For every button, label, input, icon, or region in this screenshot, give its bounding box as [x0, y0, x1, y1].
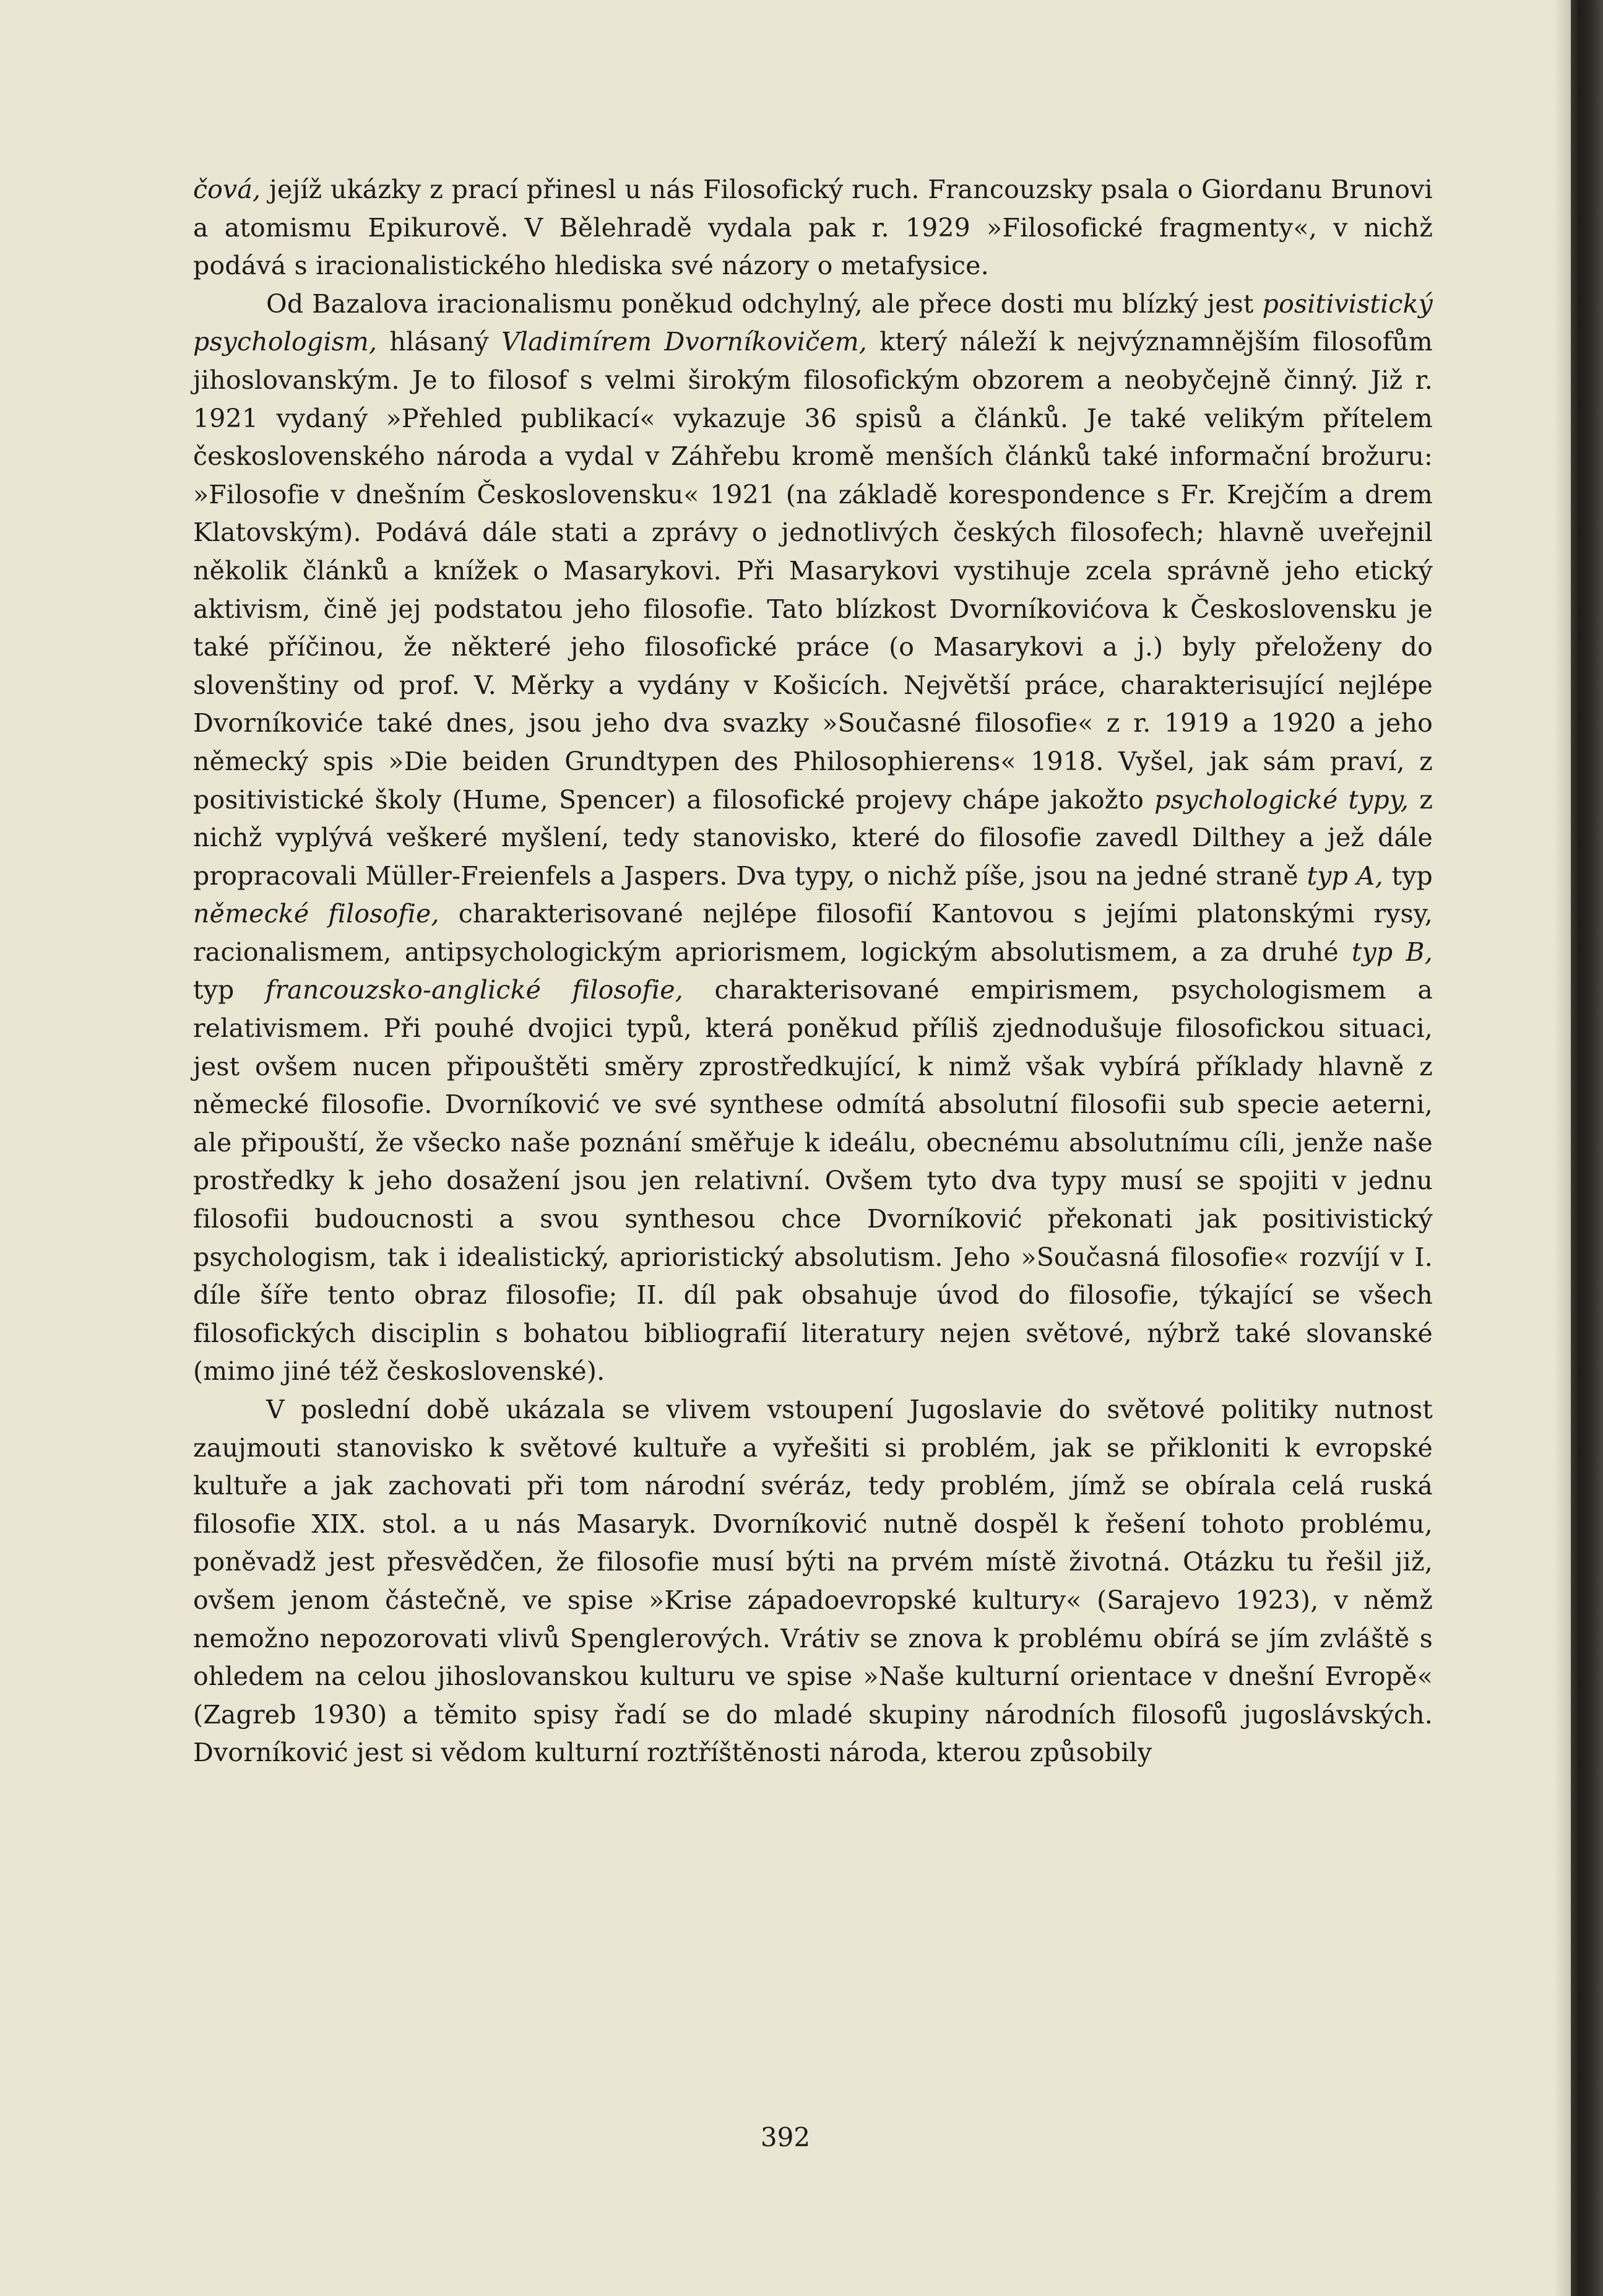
paragraph-2-italic-term: typ B,	[1351, 937, 1433, 967]
book-spine-edge	[1571, 0, 1603, 2296]
paragraph-2-italic-name: Vladimírem Dvorníkovičem,	[501, 327, 868, 357]
paragraph-2-segment: charakterisované nejlépe filosofií Kantovou s jejími platonskými rysy, racionalismem, antipsychologickým apriorismem, logickým absolutismem, a za druhé	[193, 899, 1433, 967]
paragraph-2-italic-term: psychologické typy,	[1154, 784, 1409, 815]
paragraph-1-lead-italic: čová,	[193, 175, 261, 204]
paragraph-2-segment: typ	[1383, 860, 1433, 891]
paragraph-1	[193, 171, 1433, 285]
paragraph-2-segment: typ	[193, 975, 266, 1005]
paragraph-2-segment: který náleží k nejvýznamnějším filosofům jihoslovanským. Je to filosof s velmi širokým filosofickým obzorem a neobyčejně činný. Již r. 1921 vydaný »Přehled publikací« vykazuje 36 spisů a článků. Je také velikým přítelem československého národa a vydal v Záhřebu kromě menších článků také informační brožuru: »Filosofie v dnešním Československu« 1921 (na základě korespondence s Fr. Krejčím a drem Klatovským). Podává dále stati a zprávy o jednotlivých českých filosofech; hlavně uveřejnil několik článků a knížek o Masarykovi. Při Masarykovi vystihuje zcela správně jeho etický aktivism, čině jej podstatou jeho filosofie. Tato blízkost Dvorníkovićova k Československu je také příčinou, že některé jeho filosofické práce (o Masarykovi a j.) byly přeloženy do slovenštiny od prof. V. Měrky a vydány v Košicích. Největší práce, charakterisující nejlépe Dvorníkoviće také dnes, jsou jeho dva svazky »Současné filosofie« z r. 1919 a 1920 a jeho německý spis »Die beiden Grundtypen des Philosophierens« 1918. Vyšel, jak sám praví, z positivistické školy (Hume, Spencer) a filosofické projevy chápe jakožto	[193, 327, 1433, 815]
paragraph-2-italic-term: positivistický psychologism,	[193, 288, 1433, 357]
paragraph-3	[193, 1391, 1433, 1772]
paragraph-2-italic-term: typ A,	[1307, 860, 1383, 891]
body-text	[193, 171, 1433, 1772]
paragraph-2-italic-term: německé filosofie,	[193, 899, 439, 929]
paragraph-2-segment: charakterisované empirismem, psychologismem a relativismem. Při pouhé dvojici typů, která poněkud příliš zjednodušuje filosofickou situaci, jest ovšem nucen připouštěti směry zprostředkující, k nimž však vybírá příklady hlavně z německé filosofie. Dvorníković ve své synthese odmítá absolutní filosofii sub specie aeterni, ale připouští, že všecko naše poznání směřuje k ideálu, obecnému absolutnímu cíli, jenže naše prostředky k jeho dosažení jsou jen relativní. Ovšem tyto dva typy musí se spojiti v jednu filosofii budoucnosti a svou synthesou chce Dvorníković překonati jak positivistický psychologism, tak i idealistický, aprioristický absolutism. Jeho »Současná filosofie« rozvíjí v I. díle šíře tento obraz filosofie; II. díl pak obsahuje úvod do filosofie, týkající se všech filosofických disciplin s bohatou bibliografií literatury nejen světové, nýbrž také slovanské (mimo jiné též československé).	[193, 975, 1433, 1387]
page-number: 392	[760, 2122, 811, 2152]
paragraph-3-text: V poslední době ukázala se vlivem vstoupení Jugoslavie do světové politiky nutnost zaujmouti stanovisko k světové kultuře a vyřešiti si problém, jak se přikloniti k evropské kultuře a jak zachovati při tom národní svéráz, tedy problém, jímž se obírala celá ruská filosofie XIX. stol. a u nás Masaryk. Dvorníković nutně dospěl k řešení tohoto problému, poněvadž jest přesvědčen, že filosofie musí býti na prvém místě životná. Otázku tu řešil již, ovšem jenom částečně, ve spise »Krise západoevropské kultury« (Sarajevo 1923), v němž nemožno nepozorovati vlivů Spenglerových. Vrátiv se znova k problému obírá se jím zvláště s ohledem na celou jihoslovanskou kulturu ve spise »Naše kulturní orientace v dnešní Evropě« (Zagreb 1930) a těmito spisy řadí se do mladé skupiny národních filosofů jugoslávských. Dvorníković jest si vědom kulturní roztříštěnosti národa, kterou způsobily	[193, 1395, 1433, 1768]
paragraph-2-segment: Od Bazalova iracionalismu poněkud odchylný, ale přece dosti mu blízký jest	[266, 288, 1263, 319]
page-gutter-shadow	[1553, 0, 1571, 2296]
paragraph-2	[193, 285, 1433, 1391]
paragraph-2-italic-term: francouzsko-anglické filosofie,	[266, 975, 683, 1005]
paragraph-2-segment: z nichž vyplývá veškeré myšlení, tedy stanovisko, které do filosofie zavedl Dilthey a jež dále propracovali Müller-Freienfels a Jaspers. Dva typy, o nichž píše, jsou na jedné straně	[193, 784, 1433, 891]
paragraph-1-text: jejíž ukázky z prací přinesl u nás Filosofický ruch. Francouzsky psala o Giordanu Brunovi a atomismu Epikurově. V Bělehradě vydala pak r. 1929 »Filosofické fragmenty«, v nichž podává s iracionalistického hlediska své názory o metafysice.	[193, 175, 1433, 281]
paragraph-2-segment: hlásaný	[377, 327, 501, 357]
